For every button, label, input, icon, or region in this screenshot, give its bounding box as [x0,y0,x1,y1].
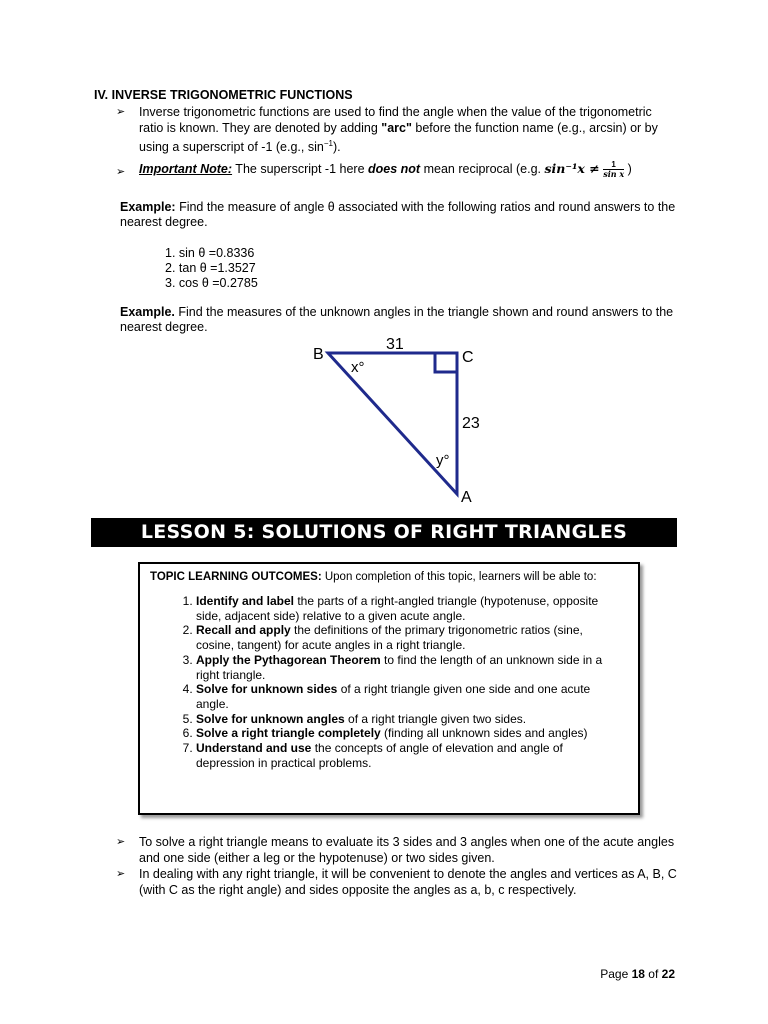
bullet-notation: ➢ In dealing with any right triangle, it will be convenient to denote the angles and vertices as A, B, C (with C as the right angle) and sides opposite the angles as a, b, c respectively. [116,867,677,897]
bullet-arrow-icon: ➢ [116,836,126,848]
triangle-diagram [300,330,510,510]
list-item: 3. cos θ =0.2785 [165,276,258,290]
list-item: 5. Solve for unknown angles of a right triangle given two sides. [196,712,616,727]
side-ca-label: 23 [462,415,480,432]
bullet-inverse-definition [118,104,678,155]
vertex-c-label: C [462,349,474,366]
list-item: 3. Apply the Pythagorean Theorem to find the length of an unknown side in a right triangle. [196,653,616,682]
list-item: 1. sin θ =0.8336 [165,246,255,260]
angle-y-label: y° [436,452,450,469]
outcomes-list [160,594,616,770]
outcomes-intro: TOPIC LEARNING OUTCOMES: Upon completion of this topic, learners will be able to: [150,571,597,583]
note-text: Important Note: The superscript -1 here does not mean reciprocal (e.g. sin⁻¹x ≠ $\frac{1}{\text{sin x}}$ ) [139,160,632,180]
lesson-title-banner: LESSON 5: SOLUTIONS OF RIGHT TRIANGLES [91,518,677,547]
angle-x-label: x° [351,359,365,376]
bullet-arrow-icon: ➢ [116,868,126,880]
right-angle-marker [435,353,457,372]
bullet-arrow-icon: ➢ [116,106,126,118]
fraction: $\frac{1}{\text{sin x}}$ [603,160,625,180]
example-1-list [165,246,258,291]
bullet-important-note [118,158,678,180]
vertex-b-label: B [313,346,324,363]
list-item: 7. Understand and use the concepts of angle of elevation and angle of depression in practical problems. [196,741,616,770]
section-heading: IV. INVERSE TRIGONOMETRIC FUNCTIONS [94,88,353,102]
side-bc-label: 31 [386,336,404,353]
example-1-prompt: Example: Find the measure of angle θ associated with the following ratios and round answers to the nearest degree. [120,200,676,229]
bullet-arrow-icon: ➢ [116,166,126,178]
learning-outcomes-box [138,562,640,815]
list-item: 2. Recall and apply the definitions of the primary trigonometric ratios (sine, cosine, tangent) for acute angles in a right triangle. [196,623,616,652]
example-2-prompt: Example. Find the measures of the unknown angles in the triangle shown and round answers to the nearest degree. [120,305,674,334]
triangle-outline [328,353,457,494]
list-item: 2. tan θ =1.3527 [165,261,256,275]
list-item: 6. Solve a right triangle completely (finding all unknown sides and angles) [196,726,616,741]
page-number: Page 18 of 22 [600,967,675,981]
bullet-text: Inverse trigonometric functions are used to find the angle when the value of the trigonometric ratio is known. They are denoted by adding "arc" before the function name (e.g., arcsin) or by using a superscript of -1 (e.g., $\sin^{-1}$). [139,105,658,155]
vertex-a-label: A [461,489,472,506]
list-item: 1. Identify and label the parts of a right-angled triangle (hypotenuse, opposite side, adjacent side) relative to a given acute angle. [196,594,616,623]
list-item: 4. Solve for unknown sides of a right triangle given one side and one acute angle. [196,682,616,711]
bullet-solve-definition: ➢ To solve a right triangle means to evaluate its 3 sides and 3 angles when one of the acute angles and one side (either a leg or the hypotenuse) or two sides given. [116,835,675,865]
